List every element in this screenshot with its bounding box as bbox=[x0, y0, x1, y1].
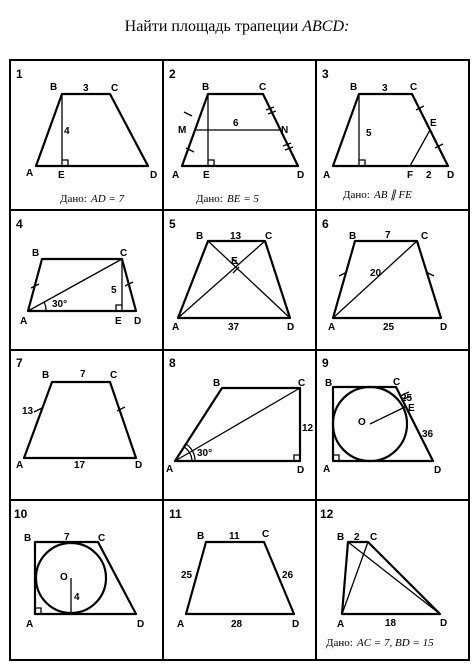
trapezoid bbox=[35, 542, 136, 614]
problem-number: 6 bbox=[322, 217, 329, 231]
vertex-label: B bbox=[337, 532, 345, 543]
given-text: BE = 5 bbox=[227, 193, 259, 205]
diagonal bbox=[178, 241, 265, 318]
trapezoid bbox=[178, 241, 290, 318]
problem-number: 10 bbox=[14, 507, 28, 521]
problem-9 bbox=[322, 356, 441, 476]
tick-mark bbox=[184, 112, 192, 116]
vertex-label: B bbox=[50, 82, 58, 93]
vertex-label: N bbox=[281, 125, 289, 136]
vertex-label: E bbox=[231, 256, 238, 267]
problem-number: 3 bbox=[322, 67, 329, 81]
vertex-label: C bbox=[370, 532, 378, 543]
vertex-label: A bbox=[323, 170, 331, 181]
given-text: AC = 7, BD = 15 bbox=[357, 637, 434, 649]
vertex-label: D bbox=[137, 619, 145, 630]
problem-number: 11 bbox=[169, 507, 182, 521]
vertex-label: A bbox=[172, 322, 180, 333]
length-label: 2 bbox=[354, 532, 360, 543]
length-label: 25 bbox=[181, 570, 193, 581]
vertex-label: O bbox=[358, 417, 366, 428]
problem-3 bbox=[322, 67, 454, 201]
vertex-label: C bbox=[110, 370, 118, 381]
trapezoid bbox=[36, 94, 148, 166]
problem-6 bbox=[322, 217, 447, 333]
vertex-label: C bbox=[410, 82, 418, 93]
vertex-label: C bbox=[120, 248, 128, 259]
vertex-label: A bbox=[166, 464, 174, 475]
vertex-label: M bbox=[178, 125, 187, 136]
vertex-label: F bbox=[407, 170, 414, 181]
vertex-label: D bbox=[447, 170, 455, 181]
vertex-label: A bbox=[172, 170, 180, 181]
trapezoid bbox=[24, 382, 136, 458]
vertex-label: E bbox=[58, 170, 65, 181]
vertex-label: E bbox=[408, 403, 415, 414]
vertex-label: D bbox=[287, 322, 295, 333]
trapezoid bbox=[186, 542, 294, 614]
length-label: 17 bbox=[74, 460, 86, 471]
problem-number: 12 bbox=[320, 507, 334, 521]
length-label: 4 bbox=[64, 126, 70, 137]
vertex-label: C bbox=[259, 82, 267, 93]
vertex-label: D bbox=[135, 460, 143, 471]
length-label: 5 bbox=[111, 285, 117, 296]
length-label: 25 bbox=[401, 393, 413, 404]
problem-number: 8 bbox=[169, 356, 176, 370]
length-label: 7 bbox=[80, 369, 86, 380]
length-label: 20 bbox=[370, 268, 382, 279]
vertex-label: B bbox=[202, 82, 210, 93]
parallel-segment bbox=[410, 130, 430, 166]
length-label: 25 bbox=[383, 322, 395, 333]
vertex-label: E bbox=[115, 316, 122, 327]
diagonal bbox=[333, 241, 417, 318]
length-label: 7 bbox=[385, 230, 391, 241]
vertex-label: A bbox=[177, 619, 185, 630]
length-label: 7 bbox=[64, 532, 70, 543]
vertex-label: C bbox=[393, 377, 401, 388]
problem-number: 1 bbox=[16, 67, 23, 81]
vertex-label: B bbox=[349, 231, 357, 242]
length-label: 13 bbox=[230, 231, 242, 242]
problem-number: 2 bbox=[169, 67, 176, 81]
diagonal bbox=[175, 388, 300, 461]
length-label: 3 bbox=[83, 83, 89, 94]
length-label: 11 bbox=[229, 531, 240, 542]
vertex-label: C bbox=[298, 378, 306, 389]
vertex-label: C bbox=[262, 529, 270, 540]
vertex-label: A bbox=[26, 168, 34, 179]
length-label: 26 bbox=[282, 570, 294, 581]
length-label: 6 bbox=[233, 118, 239, 129]
vertex-label: B bbox=[325, 378, 333, 389]
problem-number: 7 bbox=[16, 356, 23, 370]
vertex-label: B bbox=[197, 531, 205, 542]
angle-arc bbox=[44, 302, 46, 311]
vertex-label: B bbox=[32, 248, 40, 259]
title-text: Найти площадь трапеции bbox=[124, 18, 299, 35]
vertex-label: D bbox=[292, 619, 300, 630]
vertex-label: C bbox=[98, 533, 106, 544]
radius-line bbox=[370, 407, 405, 424]
problem-7 bbox=[16, 356, 142, 471]
given-text: AB ∥ FE bbox=[374, 189, 412, 201]
vertex-label: A bbox=[323, 464, 331, 475]
length-label: 2 bbox=[426, 170, 432, 181]
length-label: 28 bbox=[231, 619, 243, 630]
vertex-label: D bbox=[297, 465, 305, 476]
length-label: 12 bbox=[302, 423, 314, 434]
vertex-label: D bbox=[150, 170, 158, 181]
vertex-label: C bbox=[421, 231, 429, 242]
vertex-label: C bbox=[265, 231, 273, 242]
trapezoid bbox=[333, 241, 441, 318]
vertex-label: E bbox=[203, 170, 210, 181]
length-label: 3 bbox=[382, 83, 388, 94]
vertex-label: A bbox=[20, 316, 28, 327]
vertex-label: A bbox=[16, 460, 24, 471]
length-label: 18 bbox=[385, 618, 397, 629]
vertex-label: D bbox=[440, 322, 448, 333]
problem-2 bbox=[169, 67, 304, 205]
vertex-label: B bbox=[213, 378, 221, 389]
vertex-label: B bbox=[350, 82, 358, 93]
given-prefix: Дано: bbox=[343, 189, 370, 201]
trapezoid bbox=[333, 387, 433, 461]
problem-number: 4 bbox=[16, 217, 23, 231]
given-prefix: Дано: bbox=[60, 193, 87, 205]
problem-number: 5 bbox=[169, 217, 176, 231]
problem-10 bbox=[14, 507, 144, 630]
trapezoid bbox=[333, 94, 448, 166]
title-trapezoid-name: ABCD: bbox=[302, 18, 350, 35]
vertex-label: D bbox=[440, 618, 448, 629]
given-prefix: Дано: bbox=[326, 637, 353, 649]
problem-4 bbox=[16, 217, 141, 327]
vertex-label: C bbox=[111, 83, 119, 94]
angle-label: 30° bbox=[52, 299, 68, 310]
problem-5 bbox=[169, 217, 294, 333]
length-label: 36 bbox=[422, 429, 434, 440]
vertex-label: A bbox=[337, 619, 345, 630]
grid-frame bbox=[10, 60, 469, 660]
diagonal bbox=[348, 542, 440, 614]
given-prefix: Дано: bbox=[196, 193, 223, 205]
problem-8 bbox=[166, 356, 314, 476]
problem-1 bbox=[16, 67, 157, 205]
problem-11 bbox=[169, 507, 299, 630]
problem-number: 9 bbox=[322, 356, 329, 370]
length-label: 13 bbox=[22, 406, 34, 417]
vertex-label: D bbox=[134, 316, 142, 327]
given-text: AD = 7 bbox=[91, 193, 125, 205]
length-label: 5 bbox=[366, 128, 372, 139]
vertex-label: O bbox=[60, 572, 68, 583]
vertex-label: B bbox=[42, 370, 50, 381]
vertex-label: B bbox=[196, 231, 204, 242]
vertex-label: D bbox=[297, 170, 305, 181]
vertex-label: B bbox=[24, 533, 32, 544]
vertex-label: A bbox=[26, 619, 34, 630]
diagonal bbox=[28, 259, 122, 311]
vertex-label: E bbox=[430, 118, 437, 129]
problem-12 bbox=[320, 507, 447, 649]
vertex-label: D bbox=[434, 465, 442, 476]
vertex-label: A bbox=[328, 322, 336, 333]
length-label: 4 bbox=[74, 592, 80, 603]
angle-label: 30° bbox=[197, 448, 213, 459]
length-label: 37 bbox=[228, 322, 240, 333]
